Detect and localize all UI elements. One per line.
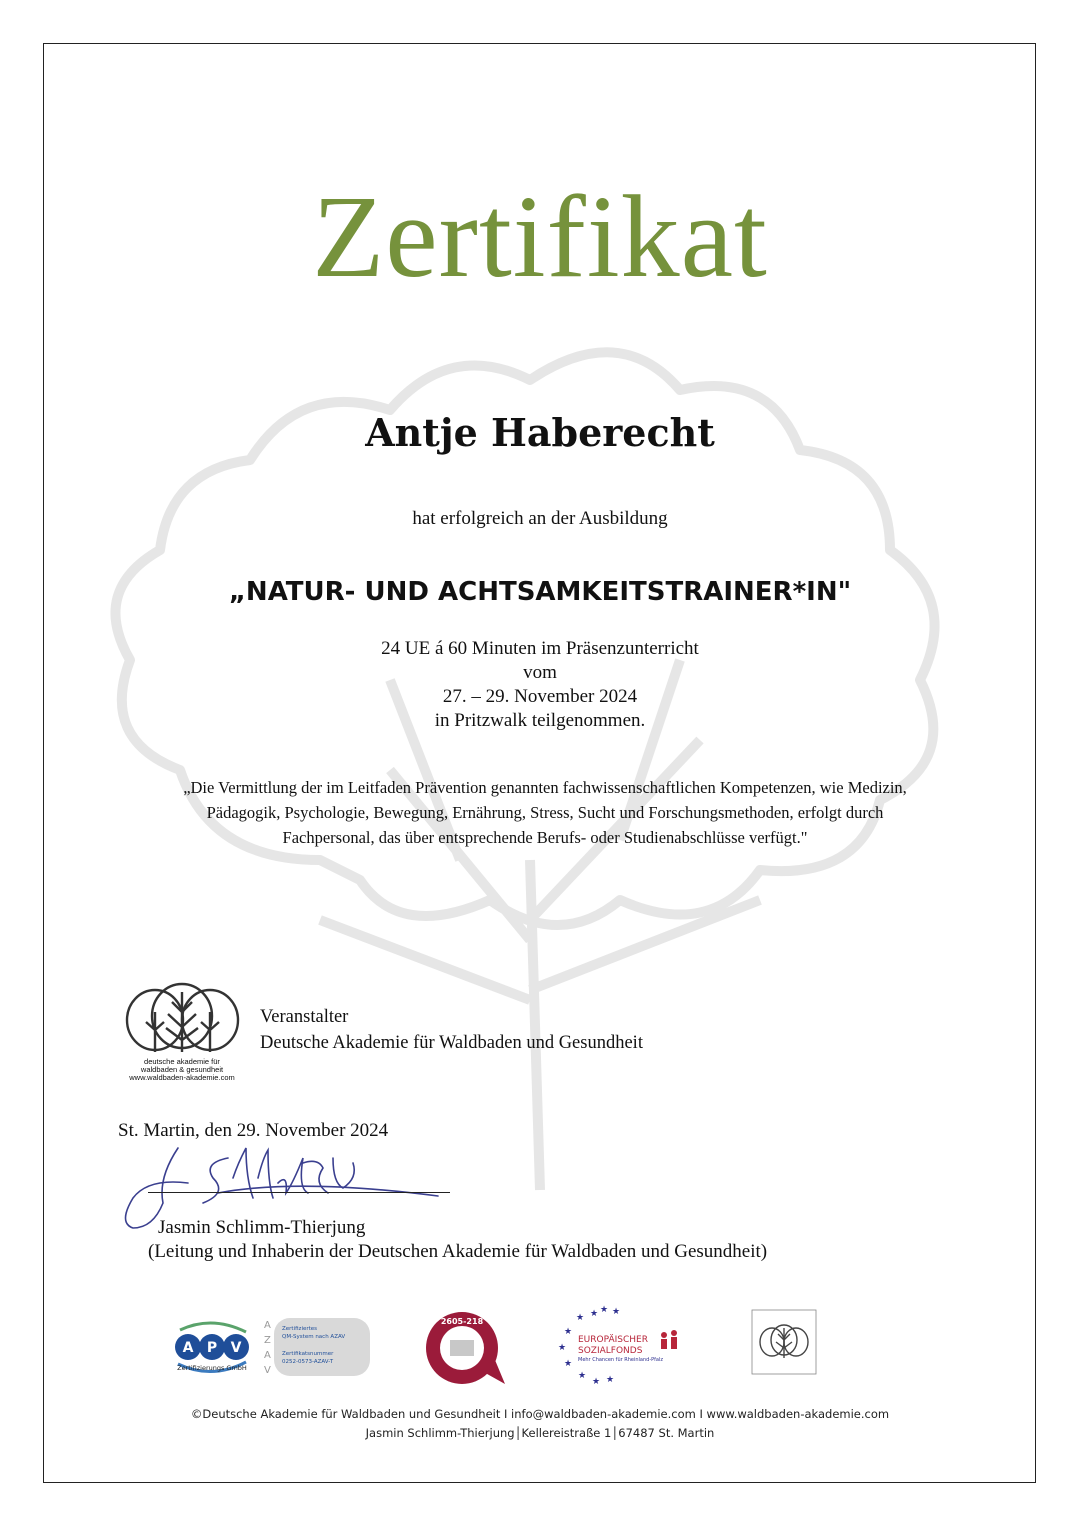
academy-logo-text: www.waldbaden-akademie.com <box>129 1073 235 1082</box>
footer-address: Jasmin Schlimm-Thierjung│Kellereistraße 1│67487 St. Martin <box>365 1426 715 1440</box>
azav-letter: V <box>264 1365 271 1376</box>
esf-logo <box>558 1305 677 1387</box>
academy-logo-text: deutsche akademie für <box>144 1057 220 1066</box>
star-icon: ★ <box>578 1371 587 1381</box>
academy-logo <box>120 982 244 1086</box>
trees-icon <box>120 982 244 1058</box>
footer-contact: ©Deutsche Akademie für Waldbaden und Gesundheit I info@waldbaden-akademie.com I www.waldbaden-akademie.com <box>190 1407 890 1421</box>
apv-letter: V <box>230 1340 242 1356</box>
apv-letter: P <box>206 1340 218 1356</box>
organizer-label: Veranstalter <box>260 1007 349 1027</box>
star-icon: ★ <box>564 1327 573 1337</box>
organizer-name: Deutsche Akademie für Waldbaden und Gesundheit <box>260 1033 643 1053</box>
azav-text: Zertifiziertes <box>282 1326 318 1332</box>
signature-line <box>148 1192 450 1193</box>
star-icon: ★ <box>576 1313 585 1323</box>
certification-logos <box>160 1300 940 1390</box>
star-icon: ★ <box>606 1375 615 1385</box>
place-date: St. Martin, den 29. November 2024 <box>118 1120 389 1141</box>
certificate-title: Zertifikat <box>312 171 768 302</box>
azav-text: QM-System nach AZAV <box>282 1334 346 1340</box>
apv-sub: Zertifizierungs GmbH <box>177 1364 247 1372</box>
star-icon: ★ <box>612 1307 621 1317</box>
apv-letter: A <box>182 1340 194 1356</box>
intro-text: hat erfolgreich an der Ausbildung <box>412 508 668 529</box>
esf-line2: SOZIALFONDS <box>578 1346 643 1356</box>
academy-logo-text: waldbaden & gesundheit <box>140 1065 224 1074</box>
prevention-quote <box>80 775 1010 850</box>
apv-logo <box>175 1323 249 1372</box>
detail-line: vom <box>523 662 557 683</box>
detail-line: 24 UE á 60 Minuten im Präsenzunterricht <box>381 638 699 659</box>
star-icon: ★ <box>590 1309 599 1319</box>
recipient-name: Antje Haberecht <box>365 410 715 455</box>
seal-code: 2605-218 <box>440 1317 484 1326</box>
course-title: „NATUR- UND ACHTSAMKEITSTRAINER*IN" <box>228 577 852 607</box>
course-details <box>0 637 1080 733</box>
quote-line: „Die Vermittlung der im Leitfaden Prävention genannten fachwissenschaftlichen Kompetenzen, wie Medizin, <box>183 778 907 797</box>
azav-letter: A <box>264 1350 271 1361</box>
quality-seal <box>426 1312 505 1384</box>
azav-letter: Z <box>264 1335 271 1346</box>
quote-line: Fachpersonal, das über entsprechende Berufs- oder Studienabschlüsse verfügt." <box>282 828 808 847</box>
organizer-block <box>260 1004 643 1056</box>
people-icon <box>661 1330 677 1349</box>
quote-line: Pädagogik, Psychologie, Bewegung, Ernährung, Stress, Sucht und Forschungsmethoden, erfolgt durch <box>206 803 884 822</box>
star-icon: ★ <box>558 1343 567 1353</box>
detail-line: 27. – 29. November 2024 <box>442 686 638 707</box>
azav-text: 0252-0573-AZAV-T <box>282 1359 334 1365</box>
star-icon: ★ <box>564 1359 573 1369</box>
star-icon: ★ <box>600 1305 609 1315</box>
esf-line3: Mehr Chancen für Rheinland-Pfalz <box>578 1357 663 1363</box>
azav-badge <box>264 1318 370 1376</box>
footer <box>0 1405 1080 1443</box>
azav-letter: A <box>264 1320 271 1331</box>
azav-text: Zertifikatsnummer <box>282 1351 334 1357</box>
star-icon: ★ <box>592 1377 601 1387</box>
signer-name: Jasmin Schlimm-Thierjung <box>158 1217 366 1238</box>
esf-line1: EUROPÄISCHER <box>578 1335 648 1345</box>
detail-line: in Pritzwalk teilgenommen. <box>434 710 646 731</box>
academy-seal-small <box>752 1310 816 1374</box>
signer-role: (Leitung und Inhaberin der Deutschen Akademie für Waldbaden und Gesundheit) <box>148 1241 768 1262</box>
